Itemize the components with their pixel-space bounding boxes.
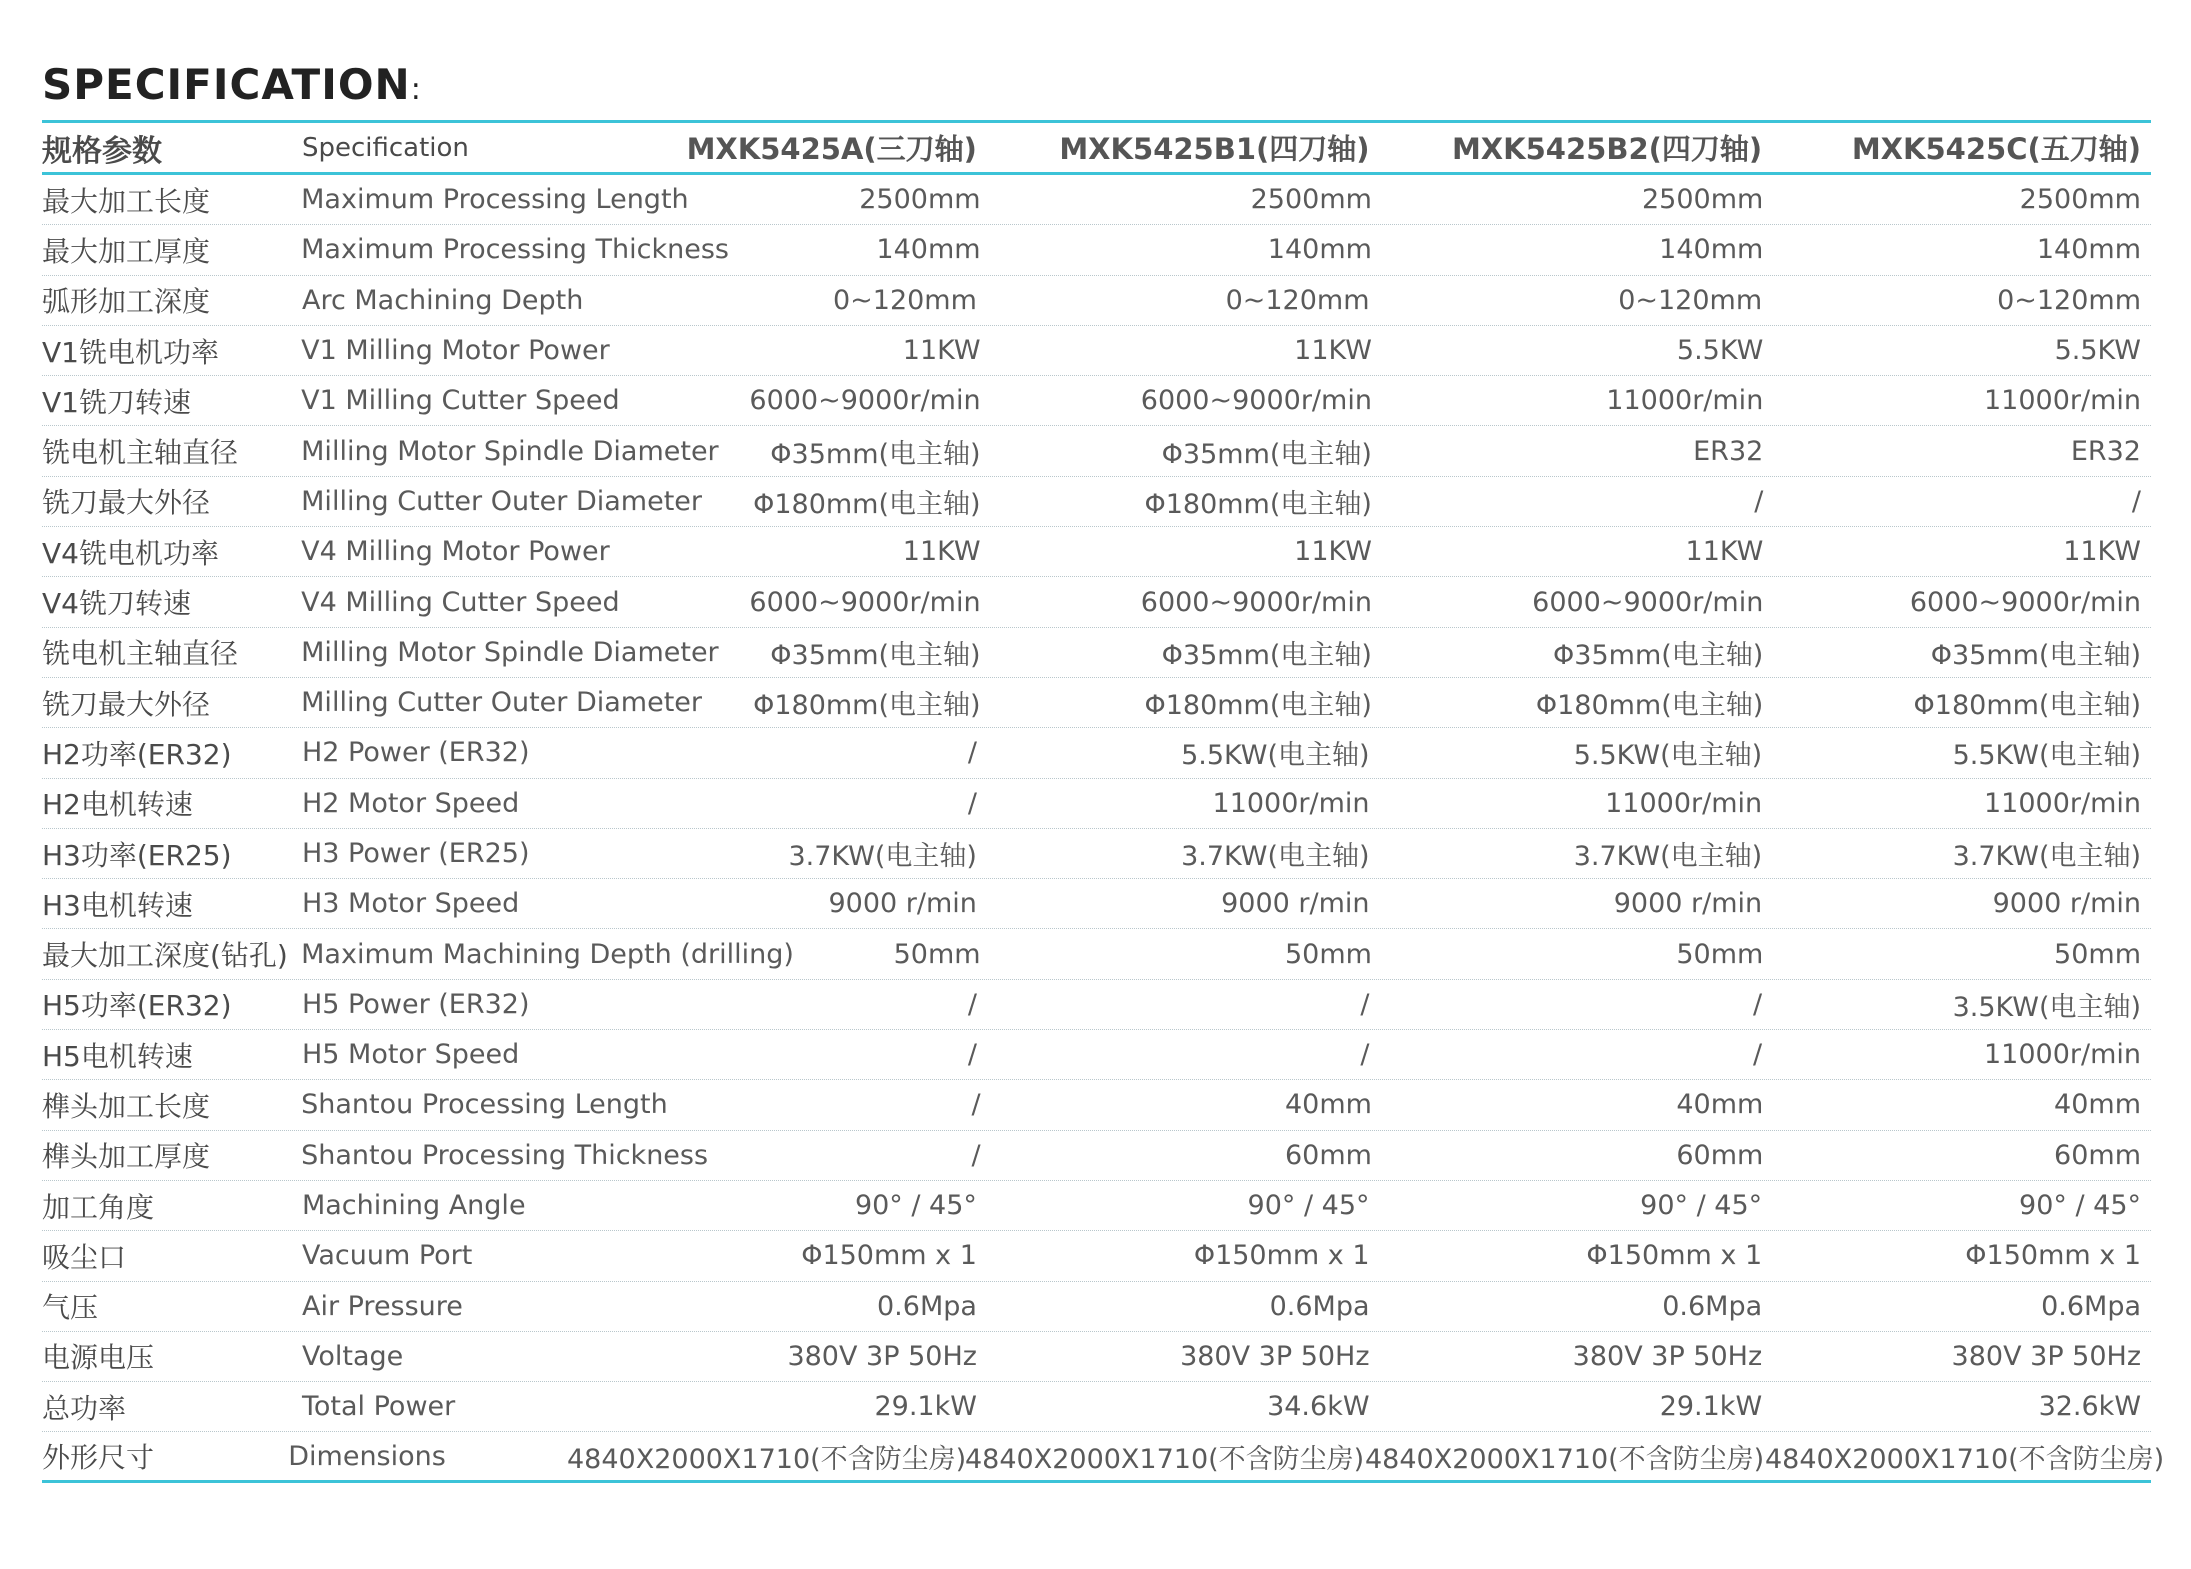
row-value-model-2: 4840X2000X1710(不含防尘房) <box>965 1443 1365 1475</box>
row-value-model-3: 140mm <box>1659 234 1764 266</box>
row-value-model-3: 380V 3P 50Hz <box>1572 1340 1763 1372</box>
row-label-cn: H2功率(ER32) <box>42 737 232 771</box>
row-value-model-1: 90° / 45° <box>854 1190 977 1222</box>
row-value-model-2: 11KW <box>1294 335 1372 367</box>
row-value-model-3: 9000 r/min <box>1613 888 1763 920</box>
row-value-model-1: 9000 r/min <box>828 888 977 920</box>
row-value-model-3: Φ150mm x 1 <box>1586 1240 1763 1272</box>
row-value-model-3: 2500mm <box>1641 184 1764 216</box>
row-label-cn: 弧形加工深度 <box>42 285 211 319</box>
row-value-model-1: / <box>967 988 977 1020</box>
table-row <box>42 426 2151 476</box>
row-value-model-3: 90° / 45° <box>1640 1190 1763 1222</box>
row-label-en: V1 Milling Cutter Speed <box>301 385 620 417</box>
row-value-model-4: 140mm <box>2036 234 2141 266</box>
row-value-model-4: 4840X2000X1710(不含防尘房) <box>1765 1443 2165 1475</box>
table-row <box>42 175 2151 225</box>
row-value-model-3: / <box>1753 988 1763 1020</box>
row-label-cn: 铣电机主轴直径 <box>42 637 239 671</box>
row-value-model-2: Φ35mm(电主轴) <box>1161 639 1372 671</box>
row-value-model-3: 11000r/min <box>1605 787 1763 819</box>
row-value-model-4: 11KW <box>2063 536 2141 568</box>
header-model-1: MXK5425A(三刀轴) <box>686 132 977 166</box>
row-value-model-4: 60mm <box>2054 1139 2141 1171</box>
row-label-cn: 铣刀最大外径 <box>42 687 211 721</box>
table-row <box>42 1131 2151 1181</box>
row-label-en: H2 Power (ER32) <box>301 737 530 769</box>
row-label-cn: 最大加工长度 <box>42 184 211 218</box>
table-row <box>42 728 2151 778</box>
row-value-model-4: 50mm <box>2054 938 2141 970</box>
table-row <box>42 1382 2151 1432</box>
row-label-en: Shantou Processing Thickness <box>301 1139 709 1171</box>
row-value-model-1: / <box>967 1039 977 1071</box>
row-label-cn: V4铣电机功率 <box>42 536 219 570</box>
row-value-model-4: 380V 3P 50Hz <box>1951 1340 2142 1372</box>
row-value-model-2: 6000~9000r/min <box>1140 385 1372 417</box>
row-value-model-2: Φ150mm x 1 <box>1193 1240 1370 1272</box>
row-label-cn: 加工角度 <box>42 1190 155 1224</box>
row-label-en: Maximum Machining Depth (drilling) <box>301 938 794 970</box>
row-value-model-3: 5.5KW(电主轴) <box>1573 740 1763 772</box>
row-value-model-4: ER32 <box>2070 435 2141 467</box>
row-value-model-3: Φ180mm(电主轴) <box>1535 690 1764 722</box>
table-row <box>42 1181 2151 1231</box>
table-row <box>42 276 2151 326</box>
row-label-en: Dimensions <box>288 1440 446 1472</box>
row-value-model-3: 4840X2000X1710(不含防尘房) <box>1365 1443 1765 1475</box>
row-value-model-2: / <box>1360 1039 1370 1071</box>
row-value-model-3: 6000~9000r/min <box>1532 586 1764 618</box>
row-label-en: V1 Milling Motor Power <box>301 335 610 367</box>
row-label-en: Milling Motor Spindle Diameter <box>301 636 719 668</box>
row-value-model-2: 0~120mm <box>1225 284 1370 316</box>
row-value-model-2: 5.5KW(电主轴) <box>1181 740 1370 772</box>
table-row <box>42 1030 2151 1080</box>
row-label-en: Arc Machining Depth <box>301 284 584 316</box>
row-label-en: H3 Motor Speed <box>301 888 520 920</box>
table-row <box>42 829 2151 879</box>
row-label-cn: V1铣电机功率 <box>42 335 219 369</box>
row-value-model-1: 6000~9000r/min <box>749 586 981 618</box>
row-label-cn: 吸尘口 <box>42 1240 127 1274</box>
row-value-model-1: 6000~9000r/min <box>749 385 981 417</box>
row-value-model-1: 0.6Mpa <box>877 1290 977 1322</box>
row-value-model-2: 34.6kW <box>1267 1391 1370 1423</box>
row-label-en: Machining Angle <box>301 1190 526 1222</box>
row-value-model-2: 2500mm <box>1250 184 1372 216</box>
table-row <box>42 879 2151 929</box>
row-label-cn: 总功率 <box>42 1391 127 1425</box>
row-label-en: Total Power <box>301 1391 456 1423</box>
row-value-model-3: 5.5KW <box>1676 335 1764 367</box>
row-label-en: Milling Cutter Outer Diameter <box>301 687 703 719</box>
row-label-cn: H5功率(ER32) <box>42 989 232 1023</box>
row-value-model-3: / <box>1754 485 1764 517</box>
row-value-model-2: Φ35mm(电主轴) <box>1161 438 1372 470</box>
row-label-cn: H2电机转速 <box>42 788 193 822</box>
table-row <box>42 1282 2151 1332</box>
row-value-model-2: 140mm <box>1267 234 1372 266</box>
row-label-cn: 榫头加工厚度 <box>42 1140 211 1174</box>
row-value-model-4: Φ180mm(电主轴) <box>1913 690 2141 722</box>
row-value-model-3: 60mm <box>1676 1139 1764 1171</box>
table-body <box>42 175 2165 1483</box>
row-label-en: Air Pressure <box>301 1290 463 1322</box>
header-model-4: MXK5425C(五刀轴) <box>1851 132 2142 166</box>
table-row <box>42 1432 2165 1482</box>
row-value-model-3: Φ35mm(电主轴) <box>1553 639 1764 671</box>
row-value-model-1: 0~120mm <box>832 284 977 316</box>
row-value-model-2: 11000r/min <box>1212 787 1370 819</box>
row-value-model-1: 4840X2000X1710(不含防尘房) <box>567 1443 967 1475</box>
row-value-model-4: 0~120mm <box>1997 284 2142 316</box>
row-value-model-4: Φ150mm x 1 <box>1965 1240 2142 1272</box>
row-value-model-1: 380V 3P 50Hz <box>787 1340 977 1372</box>
table-row <box>42 1080 2151 1130</box>
header-en: Specification <box>301 132 469 163</box>
row-value-model-1: Φ180mm(电主轴) <box>753 690 981 722</box>
row-value-model-1: / <box>967 737 977 769</box>
row-value-model-1: Φ35mm(电主轴) <box>770 438 981 470</box>
table-row <box>42 980 2151 1030</box>
row-value-model-3: 11000r/min <box>1606 385 1764 417</box>
row-value-model-3: ER32 <box>1693 435 1764 467</box>
row-value-model-3: 50mm <box>1676 938 1764 970</box>
row-value-model-1: 29.1kW <box>874 1391 977 1423</box>
header-cn: 规格参数 <box>42 133 162 169</box>
row-value-model-3: 0.6Mpa <box>1662 1290 1763 1322</box>
row-value-model-3: 0~120mm <box>1618 284 1763 316</box>
spec-table <box>42 120 2165 1483</box>
table-row <box>42 1332 2151 1382</box>
table-row <box>42 577 2151 627</box>
row-label-en: Maximum Processing Thickness <box>301 234 729 266</box>
row-value-model-1: 2500mm <box>859 184 981 216</box>
row-label-en: V4 Milling Motor Power <box>301 536 610 568</box>
row-label-cn: H5电机转速 <box>42 1039 193 1073</box>
row-value-model-1: 3.7KW(电主轴) <box>788 841 977 872</box>
row-value-model-4: 2500mm <box>2019 184 2141 216</box>
row-value-model-3: 11KW <box>1685 536 1764 568</box>
row-value-model-1: Φ180mm(电主轴) <box>753 488 981 520</box>
row-label-en: Milling Motor Spindle Diameter <box>301 435 719 467</box>
row-value-model-4: 11000r/min <box>1983 385 2141 417</box>
row-label-cn: 外形尺寸 <box>42 1441 155 1475</box>
row-label-cn: 最大加工厚度 <box>42 234 211 268</box>
row-value-model-2: 50mm <box>1284 938 1372 970</box>
row-value-model-4: 6000~9000r/min <box>1909 586 2141 618</box>
row-label-cn: 铣电机主轴直径 <box>42 436 239 470</box>
row-value-model-2: 40mm <box>1284 1089 1372 1121</box>
row-value-model-1: 140mm <box>876 234 981 266</box>
row-label-en: H5 Motor Speed <box>301 1039 520 1071</box>
row-label-cn: V4铣刀转速 <box>42 587 191 621</box>
table-row <box>42 477 2151 527</box>
row-label-cn: 铣刀最大外径 <box>42 486 211 520</box>
row-label-en: Milling Cutter Outer Diameter <box>301 485 703 517</box>
row-label-en: V4 Milling Cutter Speed <box>301 586 620 618</box>
row-value-model-2: Φ180mm(电主轴) <box>1144 690 1372 722</box>
row-label-cn: H3功率(ER25) <box>42 838 232 872</box>
row-value-model-1: / <box>971 1089 981 1121</box>
row-value-model-1: / <box>967 787 977 819</box>
title-colon: : <box>410 72 422 107</box>
row-value-model-2: 0.6Mpa <box>1269 1290 1370 1322</box>
row-value-model-2: 90° / 45° <box>1247 1190 1370 1222</box>
row-label-en: Vacuum Port <box>301 1240 473 1272</box>
row-value-model-3: / <box>1753 1039 1763 1071</box>
row-label-cn: 气压 <box>42 1291 99 1325</box>
row-label-en: H3 Power (ER25) <box>301 838 530 869</box>
table-row <box>42 527 2151 577</box>
row-label-cn: 电源电压 <box>42 1341 155 1375</box>
row-value-model-2: 6000~9000r/min <box>1140 586 1372 618</box>
table-row <box>42 678 2151 728</box>
row-label-en: Voltage <box>301 1340 404 1372</box>
row-value-model-1: 11KW <box>902 536 981 568</box>
header-model-3: MXK5425B2(四刀轴) <box>1451 132 1763 166</box>
row-value-model-4: 5.5KW(电主轴) <box>1952 740 2142 772</box>
row-value-model-2: 380V 3P 50Hz <box>1180 1340 1370 1372</box>
row-label-en: H2 Motor Speed <box>301 787 520 819</box>
row-value-model-4: 3.5KW(电主轴) <box>1952 991 2142 1023</box>
table-row <box>42 628 2151 678</box>
row-value-model-1: Φ150mm x 1 <box>801 1240 977 1272</box>
row-value-model-1: 50mm <box>893 938 981 970</box>
row-value-model-4: / <box>2131 485 2141 517</box>
row-value-model-2: 9000 r/min <box>1221 888 1370 920</box>
row-value-model-1: Φ35mm(电主轴) <box>770 639 981 671</box>
row-value-model-4: 90° / 45° <box>2019 1190 2142 1222</box>
row-label-en: Shantou Processing Length <box>301 1089 668 1121</box>
row-value-model-3: 29.1kW <box>1659 1391 1763 1423</box>
table-row <box>42 225 2151 275</box>
row-label-en: H5 Power (ER32) <box>301 988 530 1020</box>
row-value-model-4: 11000r/min <box>1984 787 2142 819</box>
row-value-model-4: 11000r/min <box>1984 1039 2142 1071</box>
table-row <box>42 1231 2151 1281</box>
row-value-model-3: 3.7KW(电主轴) <box>1573 841 1763 872</box>
row-value-model-4: 5.5KW <box>2054 335 2141 367</box>
row-label-cn: V1铣刀转速 <box>42 385 191 419</box>
title-text: SPECIFICATION <box>42 60 411 109</box>
row-value-model-4: 32.6kW <box>2038 1391 2142 1423</box>
row-value-model-4: 40mm <box>2054 1089 2141 1121</box>
table-row <box>42 376 2151 426</box>
row-label-cn: H3电机转速 <box>42 888 193 922</box>
table-header-row <box>42 123 2151 175</box>
row-value-model-2: 11KW <box>1294 536 1372 568</box>
row-label-cn: 最大加工深度(钻孔) <box>42 939 288 973</box>
row-value-model-1: 11KW <box>902 335 981 367</box>
table-row <box>42 929 2151 979</box>
row-value-model-4: 0.6Mpa <box>2041 1290 2142 1322</box>
row-value-model-2: / <box>1360 988 1370 1020</box>
row-value-model-2: 60mm <box>1284 1139 1372 1171</box>
row-label-en: Maximum Processing Length <box>301 184 689 216</box>
table-row <box>42 779 2151 829</box>
row-value-model-4: 3.7KW(电主轴) <box>1952 841 2142 872</box>
row-value-model-4: 9000 r/min <box>1992 888 2142 920</box>
row-label-cn: 榫头加工长度 <box>42 1089 211 1123</box>
row-value-model-4: Φ35mm(电主轴) <box>1930 639 2141 671</box>
header-model-2: MXK5425B1(四刀轴) <box>1059 132 1370 166</box>
row-value-model-2: 3.7KW(电主轴) <box>1181 841 1370 872</box>
row-value-model-2: Φ180mm(电主轴) <box>1144 488 1372 520</box>
row-value-model-1: / <box>971 1139 981 1171</box>
row-value-model-3: 40mm <box>1676 1089 1764 1121</box>
table-row <box>42 326 2151 376</box>
page-title <box>42 60 422 109</box>
